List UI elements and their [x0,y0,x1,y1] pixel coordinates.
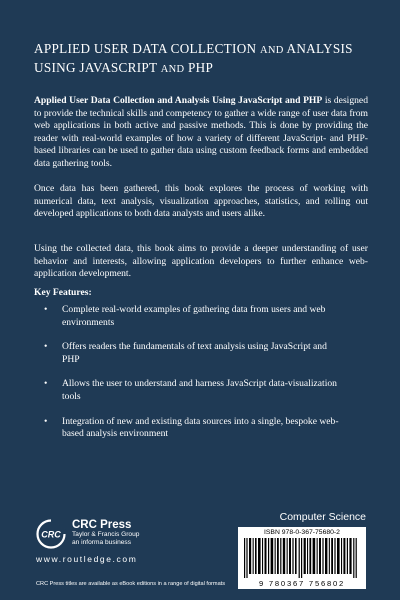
feature-text: Complete real-world examples of gathering data from users and web environments [62,304,326,328]
ebook-note: CRC Press titles are available as eBook editions in a range of digital formats [36,581,226,587]
bullet-icon: • [44,341,48,353]
title-line-2 [34,59,364,78]
feature-item [44,378,344,403]
title-part: APPLIED USER DATA COLLECTION [34,41,257,56]
title-and: AND [259,45,284,56]
crc-logo-text: CRC [41,529,61,540]
feature-text: Offers readers the fundamentals of text analysis using JavaScript and PHP [62,341,327,365]
description-bold-title: Applied User Data Collection and Analysis Using JavaScript and PHP [34,95,323,106]
publisher-name: CRC Press [72,519,132,531]
book-title [34,40,364,78]
feature-item [44,416,344,441]
title-line-1 [34,40,364,59]
bullet-icon: • [44,378,48,390]
title-part: PHP [188,60,214,75]
publisher-informa: an informa business [72,539,132,546]
feature-item [44,341,344,366]
key-features-list [44,304,344,453]
feature-item [44,304,344,329]
subject-category: Computer Science [279,511,366,523]
isbn-barcode [238,527,366,589]
bullet-icon: • [44,415,48,427]
key-features-heading: Key Features: [34,287,92,298]
publisher-group: Taylor & Francis Group [72,531,140,538]
title-part: USING JAVASCRIPT [34,60,158,75]
description-text: is designed to provide the technical skills and competency to gather a wide range of user data from web applications in both active and passive methods. This is done by providing the reader with real-world examples of how a variety of different JavaScript- and PHP-based libraries can be used to gather data using custom feedback forms and embedded data gathering tools. [34,95,368,169]
description-paragraph-2: Once data has been gathered, this book explores the process of working with numerical data, text analysis, visualization approaches, statistics, and rolling out developed applications to both data analysts and users alike. [34,183,368,220]
feature-text: Allows the user to understand and harness JavaScript data-visualization tools [62,378,337,402]
bullet-icon: • [44,304,48,315]
publisher-website: www.routledge.com [36,554,138,564]
title-part: ANALYSIS [286,41,353,56]
description-paragraph-3: Using the collected data, this book aims to provide a deeper understanding of user behavior and interests, allowing application developers to further enhance web-application development. [34,243,368,280]
isbn-number: ISBN 978-0-367-75680-2 [264,529,340,536]
description-paragraph-1 [34,95,368,171]
barcode-digits: 9 780367 756802 [258,579,346,588]
title-and: AND [160,64,185,75]
crc-press-logo-icon [36,519,66,549]
barcode-icon [244,538,360,578]
publisher-block [72,519,139,547]
feature-text: Integration of new and existing data sources into a single, bespoke web-based analysis environment [62,415,339,440]
